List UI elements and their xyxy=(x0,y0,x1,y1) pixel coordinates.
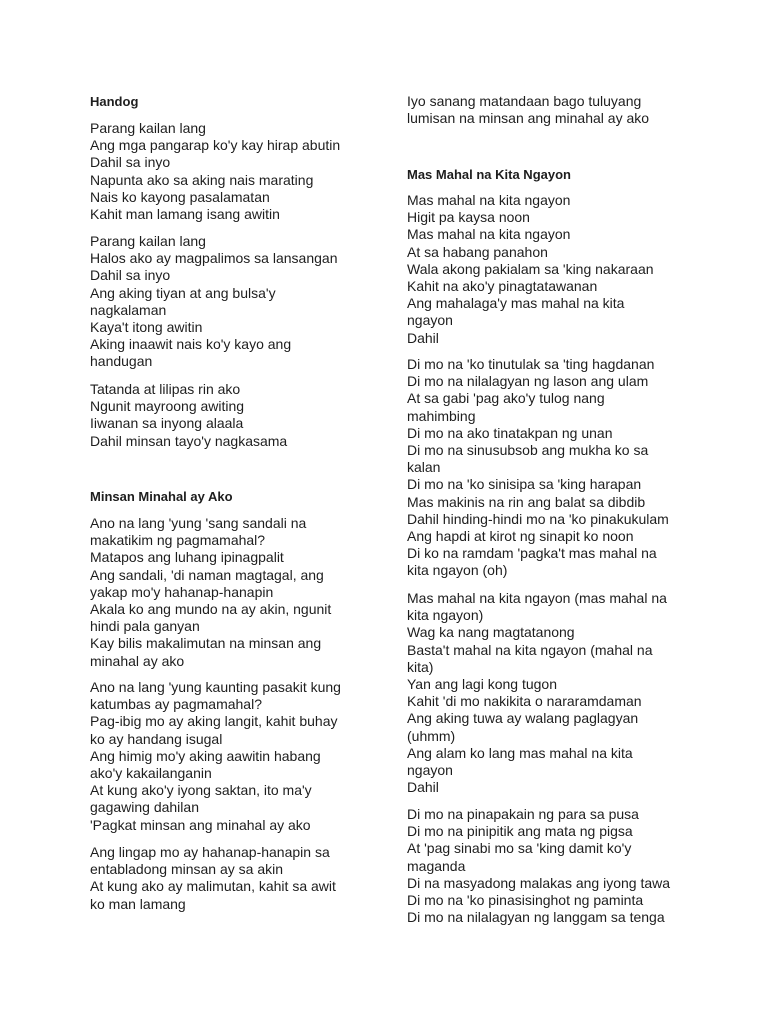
lyric-line: Di na masyadong malakas ang iyong tawa xyxy=(407,874,671,891)
lyric-line: Di mo na pinipitik ang mata ng pigsa xyxy=(407,823,633,840)
stanza xyxy=(407,192,654,347)
lyric-line: kita ngayon (oh) xyxy=(407,562,508,579)
lyric-line: Dahil sa inyo xyxy=(90,154,171,171)
lyric-line: Dahil hinding-hindi mo na 'ko pinakukulam xyxy=(407,510,669,527)
lyric-line: lumisan na minsan ang minahal ay ako xyxy=(407,110,650,127)
stanza xyxy=(90,515,331,670)
lyric-line: Iiwanan sa inyong alaala xyxy=(90,415,244,432)
lyric-line: entabladong minsan ay sa akin xyxy=(90,861,284,878)
lyric-line: Mas mahal na kita ngayon (mas mahal na xyxy=(407,590,667,606)
lyric-line: Di mo na nilalagyan ng langgam sa tenga xyxy=(407,909,665,926)
lyric-line: Matapos ang luhang ipinagpalit xyxy=(90,549,284,566)
lyric-line: kita ngayon) xyxy=(407,607,484,624)
lyric-line: makatikim ng pagmamahal? xyxy=(90,532,266,549)
song-title-mas-mahal: Mas Mahal na Kita Ngayon xyxy=(407,167,571,182)
lyric-line: Akala ko ang mundo na ay akin, ngunit xyxy=(90,601,332,618)
stanza xyxy=(90,120,340,223)
lyric-line: (uhmm) xyxy=(407,727,456,744)
lyric-line: At sa habang panahon xyxy=(407,243,548,260)
lyric-line: Di mo na pinapakain ng para sa pusa xyxy=(407,806,639,822)
lyric-line: Di mo na 'ko pinasisinghot ng paminta xyxy=(407,892,644,909)
lyric-line: Basta't mahal na kita ngayon (mahal na xyxy=(407,641,653,658)
lyric-line: ako'y kakailanganin xyxy=(90,765,212,782)
lyric-line: Kahit 'di mo nakikita o nararamdaman xyxy=(407,693,642,710)
lyric-line: Ang aking tiyan at ang bulsa'y xyxy=(90,284,276,301)
lyric-line: Ano na lang 'yung 'sang sandali na xyxy=(90,515,307,531)
lyric-line: katumbas ay pagmamahal? xyxy=(90,696,262,713)
lyric-line: Nais ko kayong pasalamatan xyxy=(90,188,270,205)
lyric-line: Halos ako ay magpalimos sa lansangan xyxy=(90,250,338,267)
stanza xyxy=(407,93,649,127)
stanza xyxy=(407,590,667,796)
lyric-line: Mas mahal na kita ngayon xyxy=(407,226,571,243)
lyric-line: Ang hapdi at kirot ng sinapit ko noon xyxy=(407,528,634,545)
lyric-line: Ang himig mo'y aking aawitin habang xyxy=(90,747,321,764)
lyric-line: Ano na lang 'yung kaunting pasakit kung xyxy=(90,679,341,695)
lyric-line: maganda xyxy=(407,857,466,874)
lyric-line: Pag-ibig mo ay aking langit, kahit buhay xyxy=(90,713,338,730)
lyric-line: Di mo na nilalagyan ng lason ang ulam xyxy=(407,373,649,390)
lyric-line: Dahil xyxy=(407,329,439,346)
lyric-line: handugan xyxy=(90,353,153,370)
lyric-line: Mas makinis na rin ang balat sa dibdib xyxy=(407,493,646,510)
song-title-minsan-minahal: Minsan Minahal ay Ako xyxy=(90,489,233,504)
lyric-line: Ang aking tuwa ay walang paglagyan xyxy=(407,710,639,727)
lyric-line: At sa gabi 'pag ako'y tulog nang xyxy=(407,390,605,407)
lyric-line: mahimbing xyxy=(407,407,476,424)
lyric-line: Ang alam ko lang mas mahal na kita xyxy=(407,744,633,761)
lyric-line: 'Pagkat minsan ang minahal ay ako xyxy=(90,816,311,833)
lyric-line: Kahit na ako'y pinagtatawanan xyxy=(407,278,598,295)
song-title-handog: Handog xyxy=(90,94,139,109)
lyric-line: Ang lingap mo ay hahanap-hanapin sa xyxy=(90,844,330,860)
lyric-line: Wala akong pakialam sa 'king nakaraan xyxy=(407,260,654,277)
lyric-line: Di mo na 'ko sinisipa sa 'king harapan xyxy=(407,476,642,493)
lyric-line: Tatanda at lilipas rin ako xyxy=(90,381,241,397)
lyric-line: kalan xyxy=(407,459,441,476)
stanza xyxy=(90,679,341,834)
stanza xyxy=(90,233,337,371)
lyric-line: Ang mahalaga'y mas mahal na kita xyxy=(407,295,625,312)
stanza xyxy=(407,356,669,580)
stanza xyxy=(407,806,670,926)
lyric-line: minahal ay ako xyxy=(90,652,185,669)
lyric-line: ngayon xyxy=(407,312,453,329)
stanza xyxy=(90,381,287,450)
lyric-line: ngayon xyxy=(407,762,453,779)
lyric-line: Di mo na 'ko tinutulak sa 'ting hagdanan xyxy=(407,356,655,372)
lyric-line: hindi pala ganyan xyxy=(90,618,200,635)
lyric-line: Parang kailan lang xyxy=(90,120,206,136)
lyric-line: Napunta ako sa aking nais marating xyxy=(90,171,314,188)
lyric-line: Di mo na ako tinatakpan ng unan xyxy=(407,424,613,441)
lyric-line: Yan ang lagi kong tugon xyxy=(407,676,557,693)
lyric-line: Kaya't itong awitin xyxy=(90,319,203,336)
stanza xyxy=(90,844,336,913)
lyric-line: kita) xyxy=(407,658,434,675)
lyric-line: Iyo sanang matandaan bago tuluyang xyxy=(407,93,642,109)
lyric-line: Aking inaawit nais ko'y kayo ang xyxy=(90,336,292,353)
lyric-line: ko man lamang xyxy=(90,895,186,912)
lyric-line: Ang mga pangarap ko'y kay hirap abutin xyxy=(90,137,341,154)
lyric-line: Di mo na sinusubsob ang mukha ko sa xyxy=(407,442,649,459)
lyric-line: Di ko na ramdam 'pagka't mas mahal na xyxy=(407,545,657,562)
lyric-line: Higit pa kaysa noon xyxy=(407,209,530,226)
lyric-line: Wag ka nang magtatanong xyxy=(407,624,575,641)
lyric-line: Dahil sa inyo xyxy=(90,267,171,284)
lyric-line: Mas mahal na kita ngayon xyxy=(407,192,571,208)
lyric-line: Ngunit mayroong awiting xyxy=(90,398,245,415)
lyric-line: nagkalaman xyxy=(90,301,167,318)
lyric-line: Dahil minsan tayo'y nagkasama xyxy=(90,432,288,449)
lyric-line: Dahil xyxy=(407,779,439,796)
lyric-line: yakap mo'y hahanap-hanapin xyxy=(90,583,274,600)
lyric-line: At kung ako ay malimutan, kahit sa awit xyxy=(90,878,336,895)
lyric-line: Kahit man lamang isang awitin xyxy=(90,206,280,223)
lyric-line: Ang sandali, 'di naman magtagal, ang xyxy=(90,566,324,583)
lyric-line: At 'pag sinabi mo sa 'king damit ko'y xyxy=(407,840,632,857)
lyric-line: gagawing dahilan xyxy=(90,799,199,816)
lyric-line: At kung ako'y iyong saktan, ito ma'y xyxy=(90,782,312,799)
lyric-line: Parang kailan lang xyxy=(90,233,206,249)
lyric-line: Kay bilis makalimutan na minsan ang xyxy=(90,635,322,652)
lyric-line: ko ay handang isugal xyxy=(90,730,223,747)
